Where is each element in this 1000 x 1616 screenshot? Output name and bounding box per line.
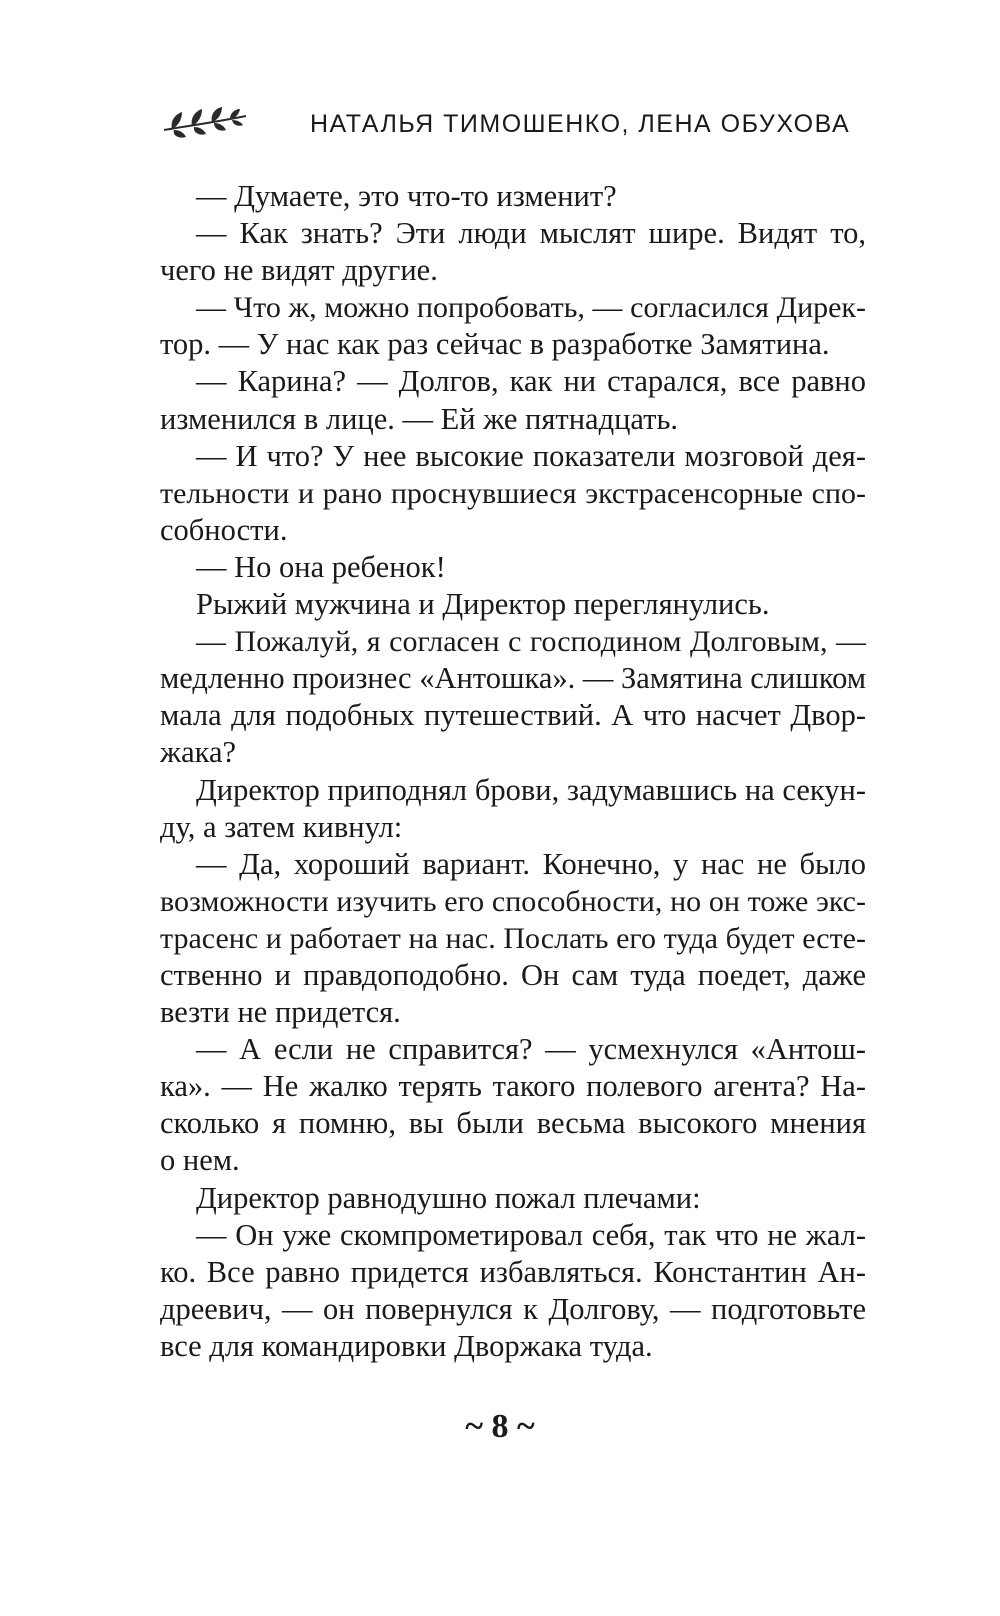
- running-header: [160, 104, 860, 144]
- text-line: все для командировки Дворжака туда.: [160, 1328, 653, 1363]
- text-line: — Что ж, можно попробовать, — согласился Дирек-: [196, 291, 866, 325]
- text-line: ко. Все равно придется избавляться. Константин Ан-: [160, 1254, 866, 1289]
- text-line: Директор равнодушно пожал плечами:: [196, 1180, 701, 1215]
- text-line: о нем.: [160, 1143, 240, 1178]
- text-line: возможности изучить его способности, но он тоже экс-: [160, 884, 866, 918]
- text-line: жака?: [160, 735, 237, 770]
- text-line: — Карина? — Долгов, как ни старался, все равно: [196, 364, 866, 399]
- text-line: медленно произнес «Антошка». — Замятина слишком: [160, 661, 867, 696]
- leaf-branch-icon: [160, 106, 248, 140]
- text-line: — А если не справится? — усмехнулся «Антош-: [196, 1032, 866, 1067]
- text-line: собности.: [160, 512, 288, 547]
- text-line: тор. — У нас как раз сейчас в разработке Замятина.: [160, 327, 830, 362]
- text-line: Рыжий мужчина и Директор переглянулись.: [196, 587, 770, 622]
- text-line: — И что? У нее высокие показатели мозговой дея-: [196, 438, 866, 473]
- text-line: — Как знать? Эти люди мыслят шире. Видят то,: [196, 216, 866, 251]
- running-header-title: НАТАЛЬЯ ТИМОШЕНКО, ЛЕНА ОБУХОВА: [310, 110, 851, 138]
- body-text: [160, 178, 866, 1365]
- text-line: трасенс и работает на нас. Послать его туда будет есте-: [160, 921, 866, 955]
- text-line: ственно и правдоподобно. Он сам туда поедет, даже: [160, 957, 866, 992]
- page-number: ~ 8 ~: [465, 1408, 535, 1445]
- text-line: мала для подобных путешествий. А что насчет Двор-: [160, 698, 866, 733]
- text-line: везти не придется.: [160, 995, 401, 1030]
- text-line: ду, а затем кивнул:: [160, 809, 403, 844]
- text-line: ка». — Не жалко терять такого полевого агента? На-: [160, 1069, 866, 1104]
- text-line: — Да, хороший вариант. Конечно, у нас не было: [196, 846, 866, 881]
- text-line: дреевич, — он повернулся к Долгову, — подготовьте: [160, 1291, 866, 1326]
- text-line: — Но она ребенок!: [196, 549, 446, 584]
- text-line: чего не видят другие.: [160, 253, 438, 288]
- text-line: — Пожалуй, я согласен с господином Долговым, —: [196, 625, 866, 659]
- text-line: — Думаете, это что-то изменит?: [196, 179, 617, 213]
- text-line: сколько я помню, вы были весьма высокого мнения: [160, 1106, 866, 1141]
- text-line: тельности и рано проснувшиеся экстрасенсорные спо-: [160, 476, 866, 510]
- text-line: — Он уже скомпрометировал себя, так что не жал-: [196, 1217, 866, 1252]
- text-line: изменился в лице. — Ей же пятнадцать.: [160, 401, 679, 436]
- text-line: Директор приподнял брови, задумавшись на секун-: [196, 772, 866, 807]
